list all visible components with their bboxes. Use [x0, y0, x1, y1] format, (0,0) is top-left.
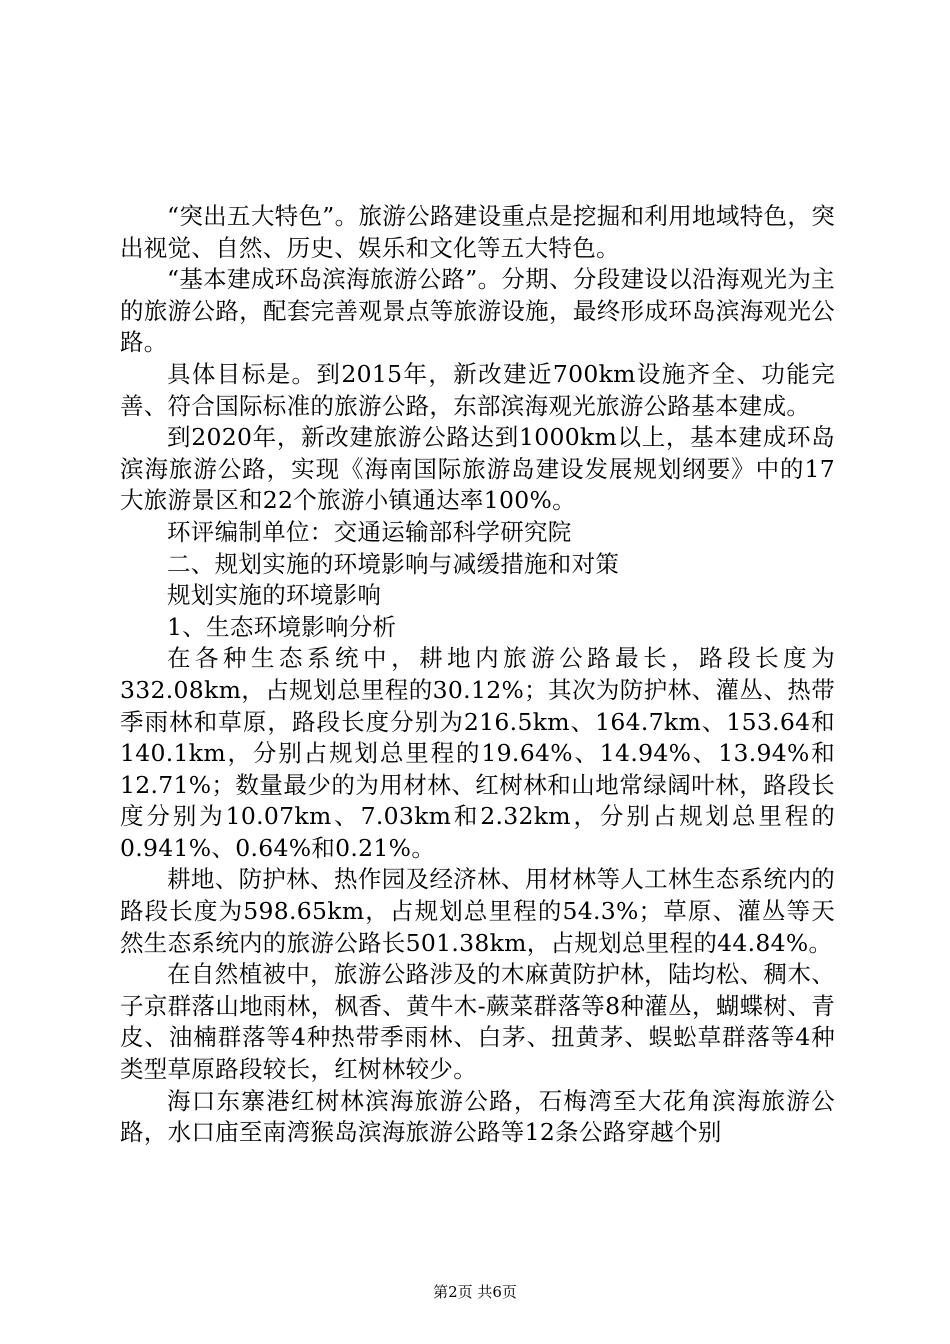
page-footer [0, 1282, 950, 1302]
subsection-heading-impacts: 规划实施的环境影响 [167, 581, 382, 610]
document-body [120, 201, 835, 1149]
paragraph-artificial-natural: 耕地、防护林、热作园及经济林、用材林等人工林生态系统内的路段长度为598.65km，占规划总里程的54.3%；草原、灌丛等天然生态系统内的旅游公路长501.38km，占规划总里程的44.84%。 [120, 865, 835, 957]
paragraph-target-2020: 到2020年，新改建旅游公路达到1000km以上，基本建成环岛滨海旅游公路，实现《海南国际旅游岛建设发展规划纲要》中的17大旅游景区和22个旅游小镇通达率100%。 [120, 423, 835, 515]
paragraph-coastal-road: “基本建成环岛滨海旅游公路”。分期、分段建设以沿海观光为主的旅游公路，配套完善观景点等旅游设施，最终形成环岛滨海观光公路。 [120, 265, 835, 357]
page-number-label: 第2页 共6页 [433, 1283, 517, 1301]
paragraph-eia-unit: 环评编制单位：交通运输部科学研究院 [167, 517, 572, 546]
paragraph-vegetation: 在自然植被中，旅游公路涉及的木麻黄防护林，陆均松、稠木、子京群落山地雨林，枫香、黄牛木-蕨菜群落等8种灌丛，蝴蝶树、青皮、油楠群落等4种热带季雨林、白茅、扭黄茅、蜈蚣草群落等4种类型草原路段较长，红树林较少。 [120, 960, 835, 1084]
subsection-heading-ecology: 1、生态环境影响分析 [167, 612, 397, 641]
section-heading-impacts-measures: 二、规划实施的环境影响与减缓措施和对策 [167, 549, 620, 578]
paragraph-five-features: “突出五大特色”。旅游公路建设重点是挖掘和利用地域特色，突出视觉、自然、历史、娱乐和文化等五大特色。 [120, 202, 835, 262]
paragraph-ecosystem-lengths: 在各种生态系统中，耕地内旅游公路最长，路段长度为332.08km，占规划总里程的30.12%；其次为防护林、灌丛、热带季雨林和草原，路段长度分别为216.5km、164.7km、153.64和140.1km，分别占规划总里程的19.64%、14.94%、13.94%和12.71%；数量最少的为用材林、红树林和山地常绿阔叶林，路段长度分别为10.07km、7.03km和2.32km，分别占规划总里程的0.941%、0.64%和0.21%。 [120, 644, 835, 862]
paragraph-target-2015: 具体目标是。到2015年，新改建近700km设施齐全、功能完善、符合国际标准的旅游公路，东部滨海观光旅游公路基本建成。 [120, 359, 835, 420]
paragraph-mangrove-roads: 海口东寨港红树林滨海旅游公路，石梅湾至大花角滨海旅游公路，水口庙至南湾猴岛滨海旅游公路等12条公路穿越个别 [120, 1086, 835, 1147]
